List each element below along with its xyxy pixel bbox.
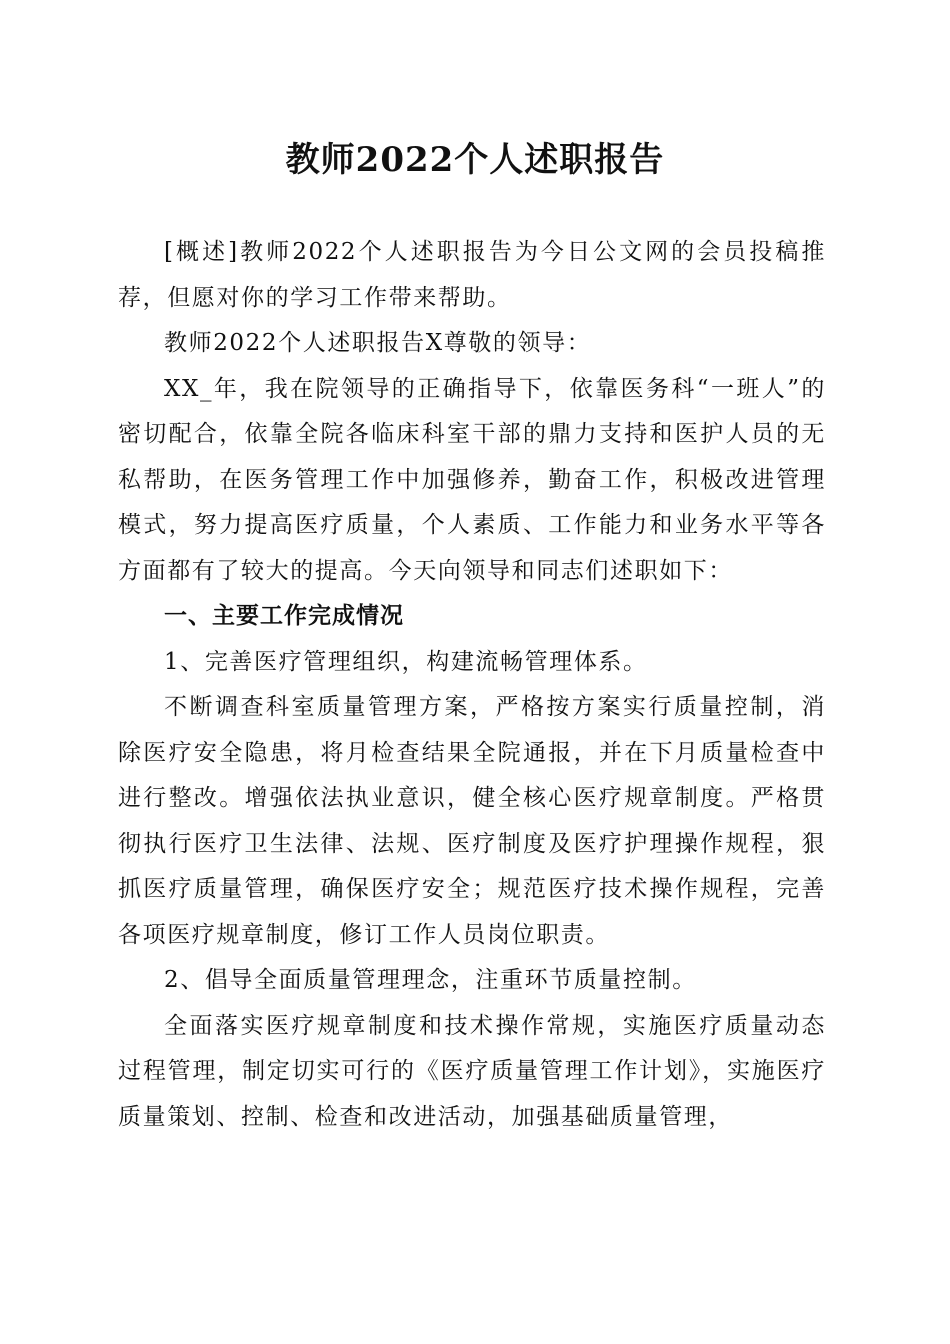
body-paragraph-1: 不断调查科室质量管理方案，严格按方案实行质量控制，消除医疗安全隐患，将月检查结果全院通报，并在下月质量检查中进行整改。增强依法执业意识，健全核心医疗规章制度。严格贯彻执行医疗卫生法律、法规、医疗制度及医疗护理操作规程，狠抓医疗质量管理，确保医疗安全；规范医疗技术操作规程，完善各项医疗规章制度，修订工作人员岗位职责。 [118, 694, 826, 948]
summary-paragraph: [概述]教师2022个人述职报告为今日公文网的会员投稿推荐，但愿对你的学习工作带来帮助。 [118, 239, 826, 311]
document-title: 教师2022个人述职报告 [285, 140, 665, 180]
subheading-2: 2、倡导全面质量管理理念，注重环节质量控制。 [164, 967, 697, 993]
salutation-paragraph: 教师2022个人述职报告X尊敬的领导： [164, 330, 592, 356]
body-paragraph-2: 全面落实医疗规章制度和技术操作常规，实施医疗质量动态过程管理，制定切实可行的《医疗质量管理工作计划》，实施医疗质量策划、控制、检查和改进活动，加强基础质量管理， [118, 1012, 826, 1130]
section-heading: 一、主要工作完成情况 [164, 603, 404, 629]
document-body [118, 230, 826, 1140]
subheading-1: 1、完善医疗管理组织，构建流畅管理体系。 [164, 648, 648, 675]
intro-paragraph: XX_年，我在院领导的正确指导下，依靠医务科“一班人”的密切配合，依靠全院各临床科室干部的鼎力支持和医护人员的无私帮助，在医务管理工作中加强修养，勤奋工作，积极改进管理模式，努力提高医疗质量，个人素质、工作能力和业务水平等各方面都有了较大的提高。今天向领导和同志们述职如下： [118, 375, 826, 584]
